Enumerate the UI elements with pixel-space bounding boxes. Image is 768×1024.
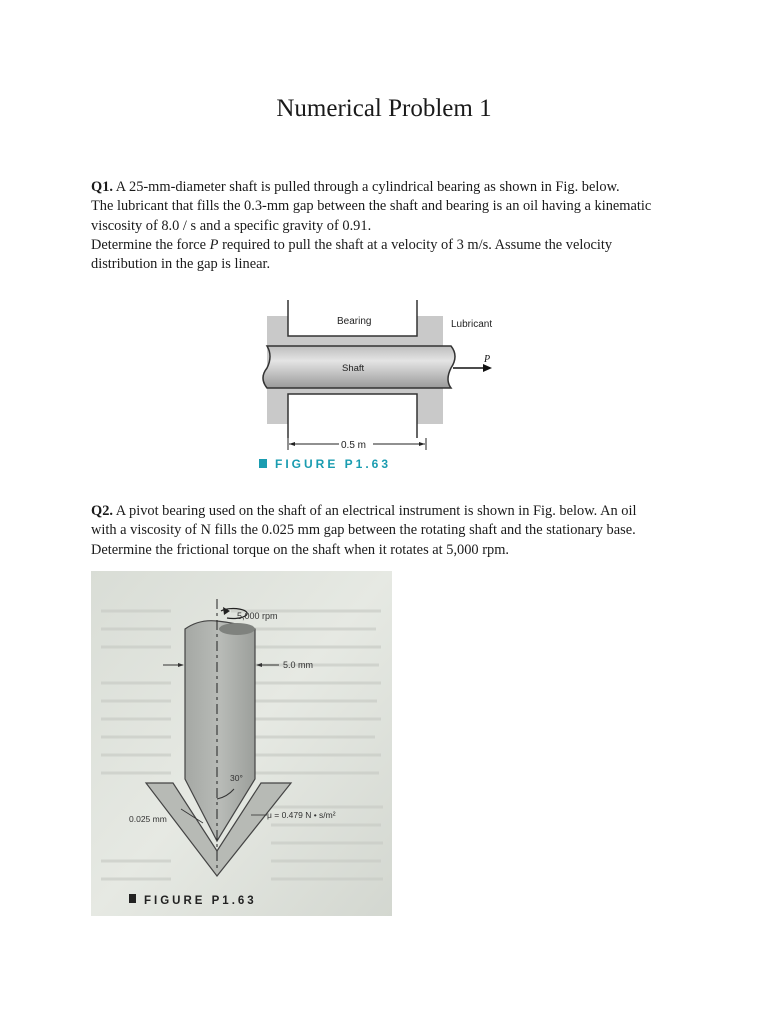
bearing-label: Bearing bbox=[337, 316, 372, 327]
force-arrow-head bbox=[483, 364, 492, 372]
q2-label: Q2. bbox=[91, 503, 113, 519]
lubricant-label: Lubricant bbox=[451, 319, 493, 330]
caption-square bbox=[129, 894, 136, 903]
figure-shaft-bearing bbox=[255, 296, 505, 476]
q1-line-3: viscosity of 8.0 / s and a specific gravity of 0.91. bbox=[91, 217, 372, 234]
figure-pivot-bearing bbox=[91, 571, 392, 916]
figure1-caption: FIGURE P1.63 bbox=[275, 457, 392, 471]
diameter-label: 5.0 mm bbox=[283, 660, 314, 670]
rpm-label: 5,000 rpm bbox=[237, 611, 278, 621]
q1-line-4: Determine the force P required to pull the shaft at a velocity of 3 m/s. Assume the velocity bbox=[91, 236, 613, 253]
caption-square bbox=[259, 459, 267, 468]
q2-line-1: Q2. A pivot bearing used on the shaft of an electrical instrument is shown in Fig. below. An oil bbox=[91, 503, 637, 519]
length-label: 0.5 m bbox=[341, 440, 367, 451]
q2-line-3: Determine the frictional torque on the shaft when it rotates at 5,000 rpm. bbox=[91, 541, 510, 558]
q1-line-2: The lubricant that fills the 0.3-mm gap between the shaft and bearing is an oil having a kinematic bbox=[91, 198, 652, 215]
gap-label: 0.025 mm bbox=[129, 814, 167, 824]
question-1 bbox=[91, 178, 691, 274]
figure2-caption: FIGURE P1.63 bbox=[144, 895, 257, 907]
q1-line-5: distribution in the gap is linear. bbox=[91, 256, 271, 273]
force-label: P bbox=[484, 354, 491, 365]
viscosity-label: μ = 0.479 N • s/m² bbox=[267, 810, 336, 820]
page-title: Numerical Problem 1 bbox=[276, 95, 492, 122]
q1-label: Q1. bbox=[91, 179, 113, 195]
dimension-arrow-left bbox=[289, 442, 295, 446]
question-2 bbox=[91, 502, 691, 560]
q1-line-1: Q1. A 25-mm-diameter shaft is pulled through a cylindrical bearing as shown in Fig. below. bbox=[91, 179, 620, 195]
shaft-label: Shaft bbox=[342, 363, 365, 374]
q2-line-2: with a viscosity of N fills the 0.025 mm gap between the rotating shaft and the stationary base. bbox=[91, 522, 636, 539]
shaft-top bbox=[219, 623, 255, 635]
bearing-lower bbox=[288, 394, 417, 438]
angle-label: 30° bbox=[230, 773, 243, 783]
dimension-arrow-right bbox=[419, 442, 425, 446]
